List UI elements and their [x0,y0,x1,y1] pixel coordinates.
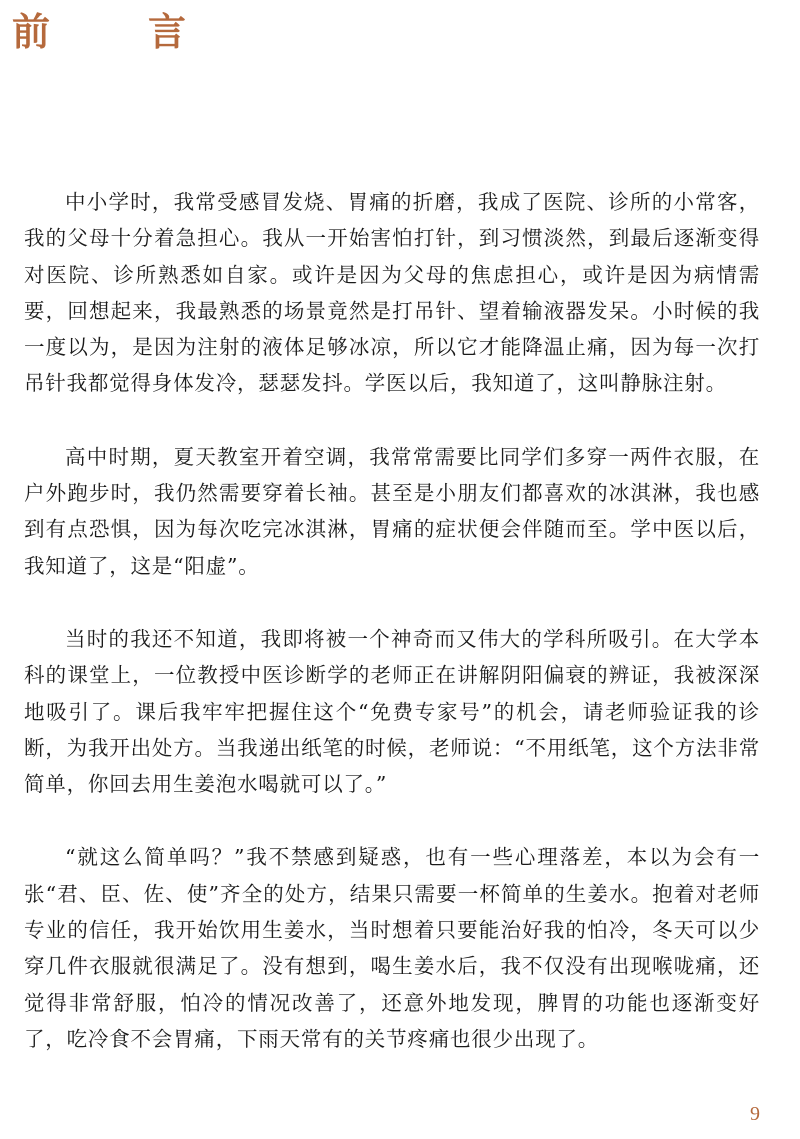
paragraph-1: 中小学时，我常受感冒发烧、胃痛的折磨，我成了医院、诊所的小常客，我的父母十分着急担心。我从一开始害怕打针，到习惯淡然，到最后逐渐变得对医院、诊所熟悉如自家。或许是因为父母的焦虑担心，或许是因为病情需要，回想起来，我最熟悉的场景竟然是打吊针、望着输液器发呆。小时候的我一度以为，是因为注射的液体足够冰凉，所以它才能降温止痛，因为每一次打吊针我都觉得身体发冷，瑟瑟发抖。学医以后，我知道了，这叫静脉注射。 [24,190,760,396]
paragraph-4: “就这么简单吗？”我不禁感到疑惑，也有一些心理落差，本以为会有一张“君、臣、佐、使”齐全的处方，结果只需要一杯简单的生姜水。抱着对老师专业的信任，我开始饮用生姜水，当时想着只要能治好我的怕冷，冬天可以少穿几件衣服就很满足了。没有想到，喝生姜水后，我不仅没有出现喉咙痛，还觉得非常舒服，怕冷的情况改善了，还意外地发现，脾胃的功能也逐渐变好了，吃冷食不会胃痛，下雨天常有的关节疼痛也很少出现了。 [24,845,760,1051]
paragraph-2: 高中时期，夏天教室开着空调，我常常需要比同学们多穿一两件衣服，在户外跑步时，我仍然需要穿着长袖。甚至是小朋友们都喜欢的冰淇淋，我也感到有点恐惧，因为每次吃完冰淇淋，胃痛的症状便会伴随而至。学中医以后，我知道了，这是“阳虚”。 [24,444,760,578]
page-title: 前 言 [12,9,217,54]
body-text [24,184,760,1057]
paragraph-3: 当时的我还不知道，我即将被一个神奇而又伟大的学科所吸引。在大学本科的课堂上，一位教授中医诊断学的老师正在讲解阴阳偏衰的辨证，我被深深地吸引了。课后我牢牢把握住这个“免费专家号”的机会，请老师验证我的诊断，为我开出处方。当我递出纸笔的时候，老师说：“不用纸笔，这个方法非常简单，你回去用生姜泡水喝就可以了。” [24,626,760,797]
page-number: 9 [750,1103,760,1125]
